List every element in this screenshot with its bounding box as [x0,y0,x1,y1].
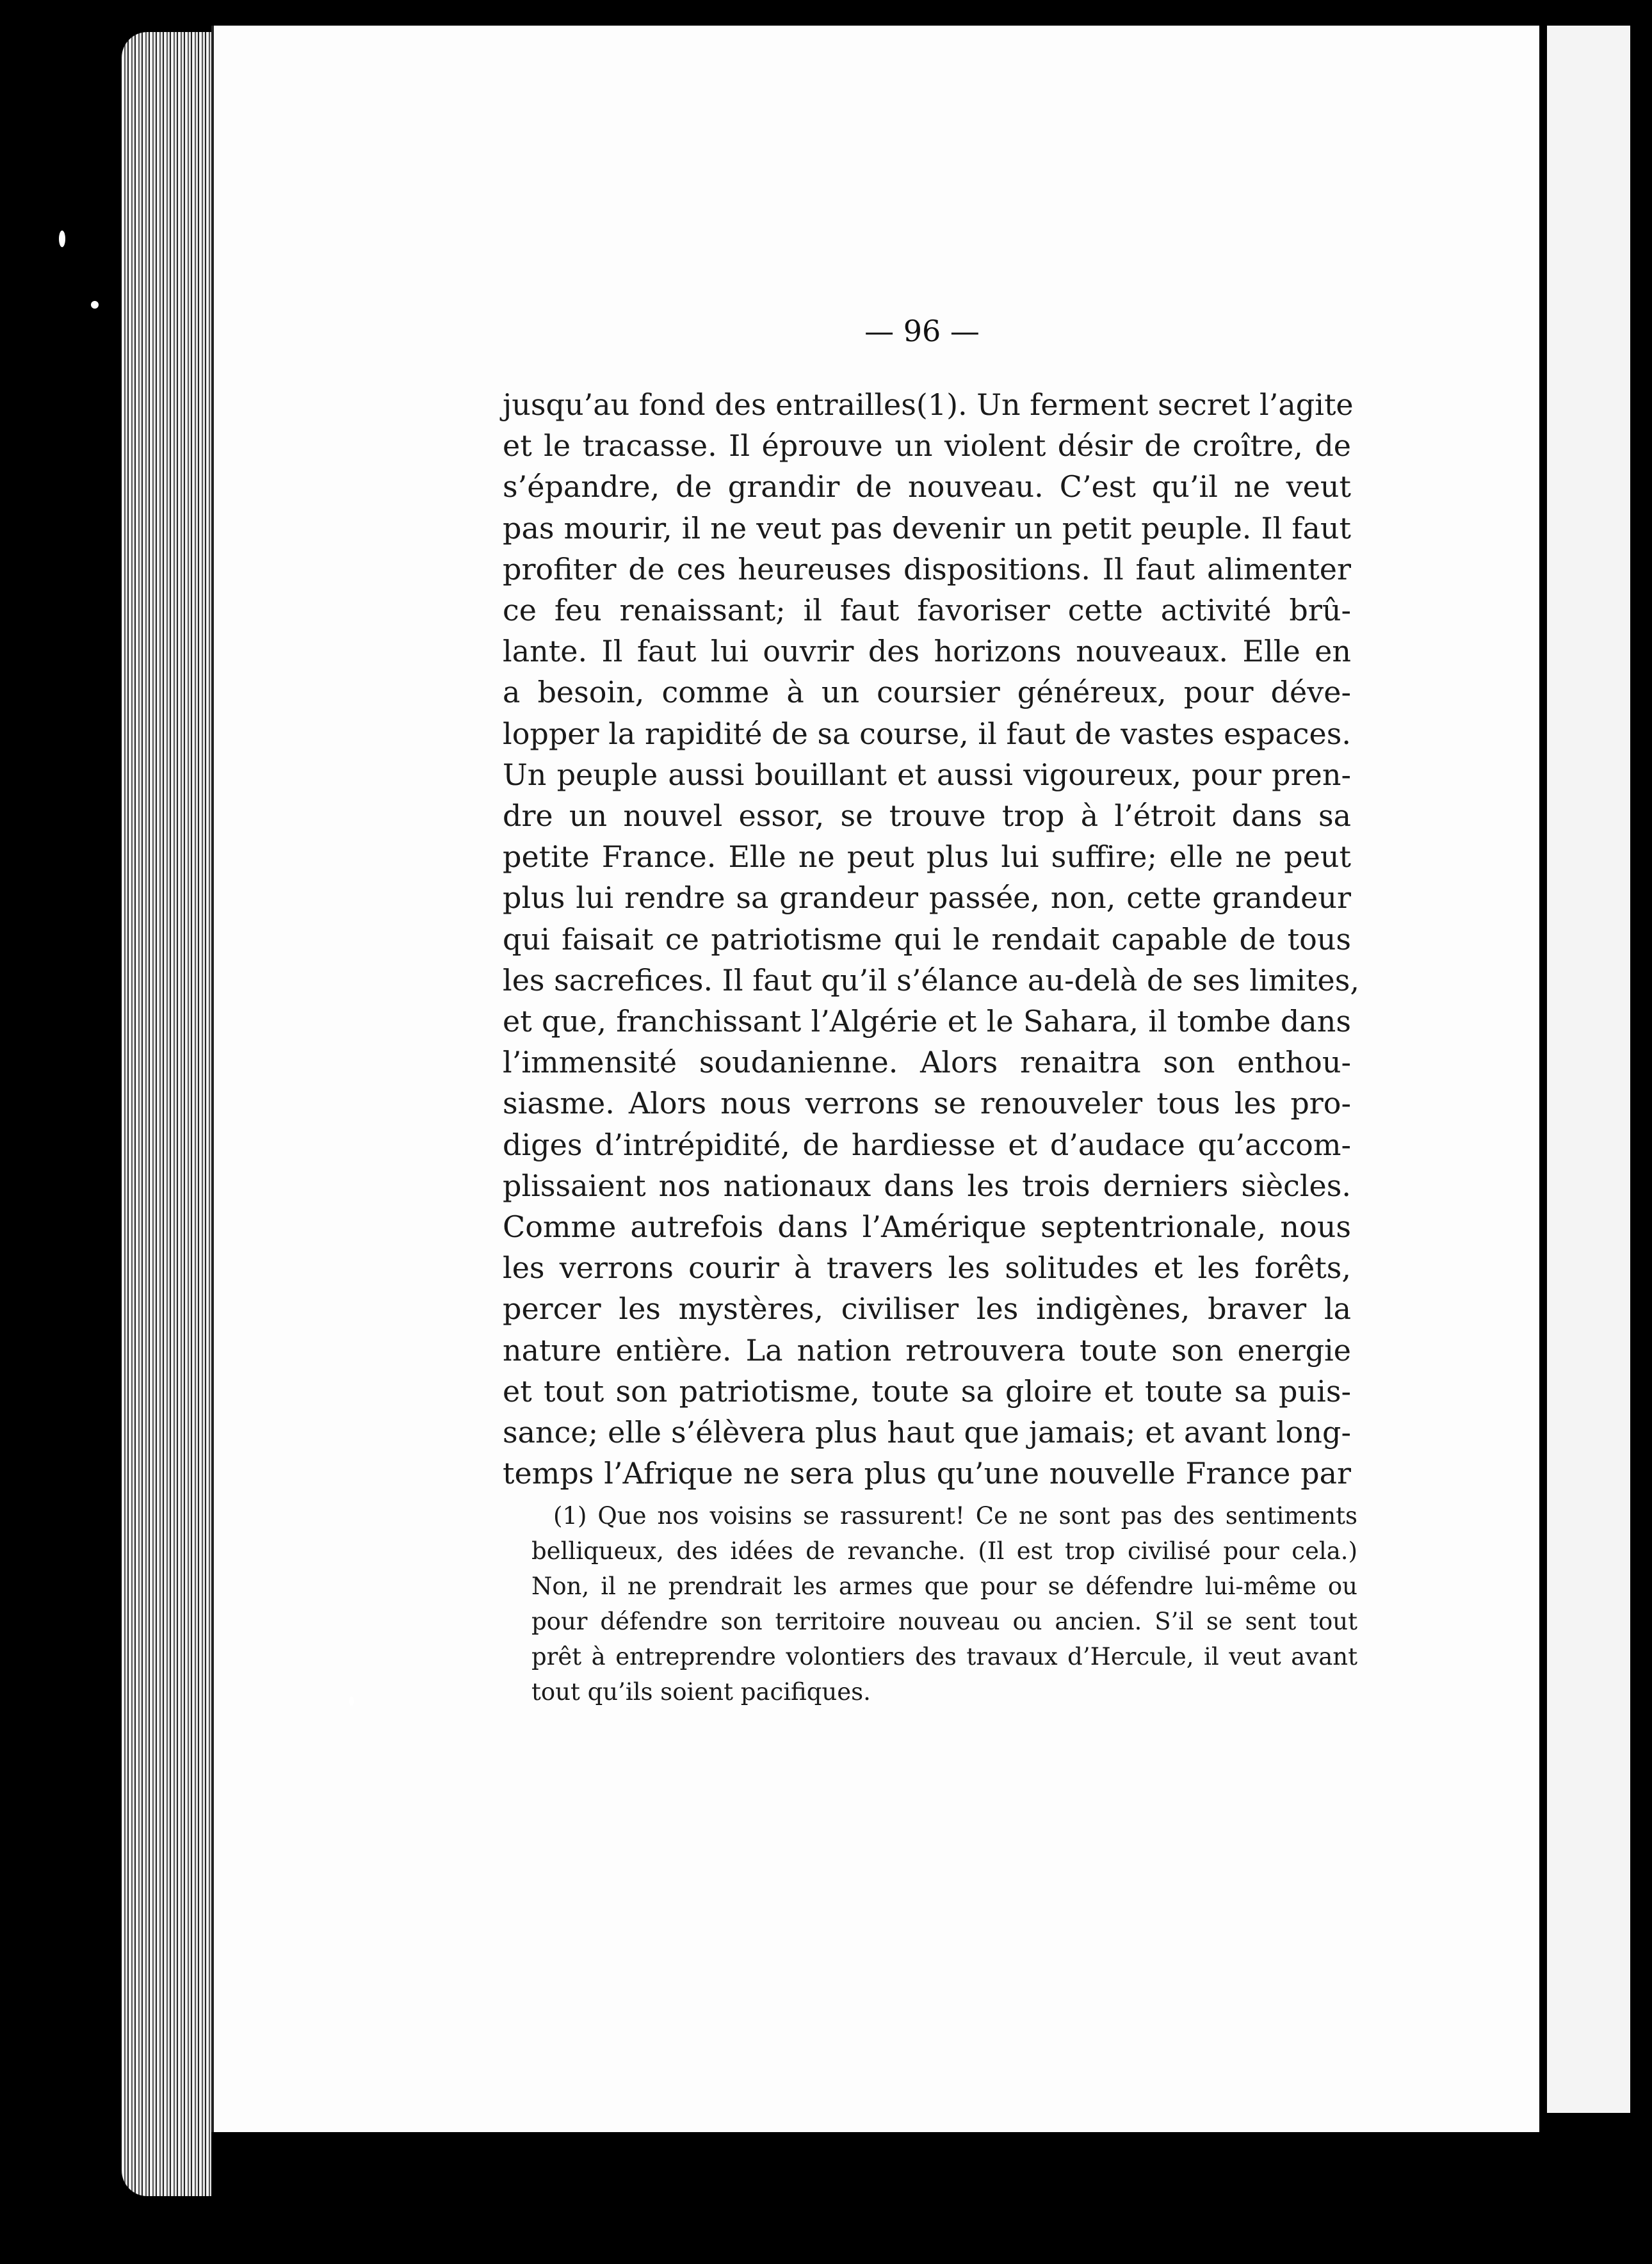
footnote-line: prêt à entreprendre volontiers des travaux d’Hercule, il veut avant [531,1643,1357,1670]
body-line: plus lui rendre sa grandeur passée, non, cette grandeur [503,880,1351,916]
body-line: plissaient nos nationaux dans les trois derniers siècles. [503,1168,1351,1203]
body-line: lante. Il faut lui ouvrir des horizons nouveaux. Elle en [503,634,1351,669]
body-line: a besoin, comme à un coursier généreux, pour déve- [503,675,1351,710]
body-line: jusqu’au fond des entrailles(1). Un ferment secret l’agite [503,387,1354,422]
body-line: les verrons courir à travers les solitudes et les forêts, [503,1250,1351,1286]
body-line: Comme autrefois dans l’Amérique septentrionale, nous [503,1209,1351,1245]
footnote-line: tout qu’ils soient pacifiques. [531,1678,871,1706]
dust-speck [349,1697,354,1706]
body-line: pas mourir, il ne veut pas devenir un petit peuple. Il faut [503,510,1351,546]
body-line: temps l’Afrique ne sera plus qu’une nouvelle France par [503,1456,1351,1491]
body-line: percer les mystères, civiliser les indigènes, braver la [503,1291,1351,1327]
body-line: profiter de ces heureuses dispositions. Il faut alimenter [503,551,1351,586]
body-line: et tout son patriotisme, toute sa gloire et toute sa puis- [503,1373,1351,1409]
body-line: ce feu renaissant; il faut favoriser cette activité brû- [503,593,1351,628]
footnote-line: (1) Que nos voisins se rassurent! Ce ne sont pas des sentiments [553,1502,1357,1530]
footnote-line: belliqueux, des idées de revanche. (Il est trop civilisé pour cela.) [531,1537,1357,1565]
body-line: sance; elle s’élèvera plus haut que jamais; et avant long- [503,1415,1351,1450]
body-line: qui faisait ce patriotisme qui le rendait capable de tous [503,921,1351,957]
page-number: — 96 — [864,314,980,348]
footnote [531,1498,1357,1710]
body-line: Un peuple aussi bouillant et aussi vigoureux, pour pren- [503,757,1351,792]
body-text [503,384,1359,1494]
body-line: et que, franchissant l’Algérie et le Sahara, il tombe dans [503,1004,1351,1039]
dust-speck [59,230,65,247]
footnote-line: pour défendre son territoire nouveau ou ancien. S’il se sent tout [531,1608,1357,1635]
page-edges [122,32,211,2196]
facing-page-edge [1543,26,1630,2113]
footnote-line: Non, il ne prendrait les armes que pour se défendre lui-même ou [531,1573,1357,1600]
dust-speck [91,301,99,309]
body-line: dre un nouvel essor, se trouve trop à l’étroit dans sa [503,798,1351,834]
body-line: s’épandre, de grandir de nouveau. C’est qu’il ne veut [503,469,1351,505]
body-line: nature entière. La nation retrouvera toute son energie [503,1332,1351,1368]
body-line: lopper la rapidité de sa course, il faut de vastes espaces. [503,716,1351,751]
body-line: siasme. Alors nous verrons se renouveler tous les pro- [503,1086,1351,1121]
body-line: l’immensité soudanienne. Alors renaitra son enthou- [503,1045,1351,1080]
body-line: diges d’intrépidité, de hardiesse et d’audace qu’accom- [503,1127,1351,1162]
body-line: et le tracasse. Il éprouve un violent désir de croître, de [503,428,1351,464]
body-line: les sacrefices. Il faut qu’il s’élance au-delà de ses limites, [503,962,1359,998]
body-line: petite France. Elle ne peut plus lui suffire; elle ne peut [503,839,1351,875]
